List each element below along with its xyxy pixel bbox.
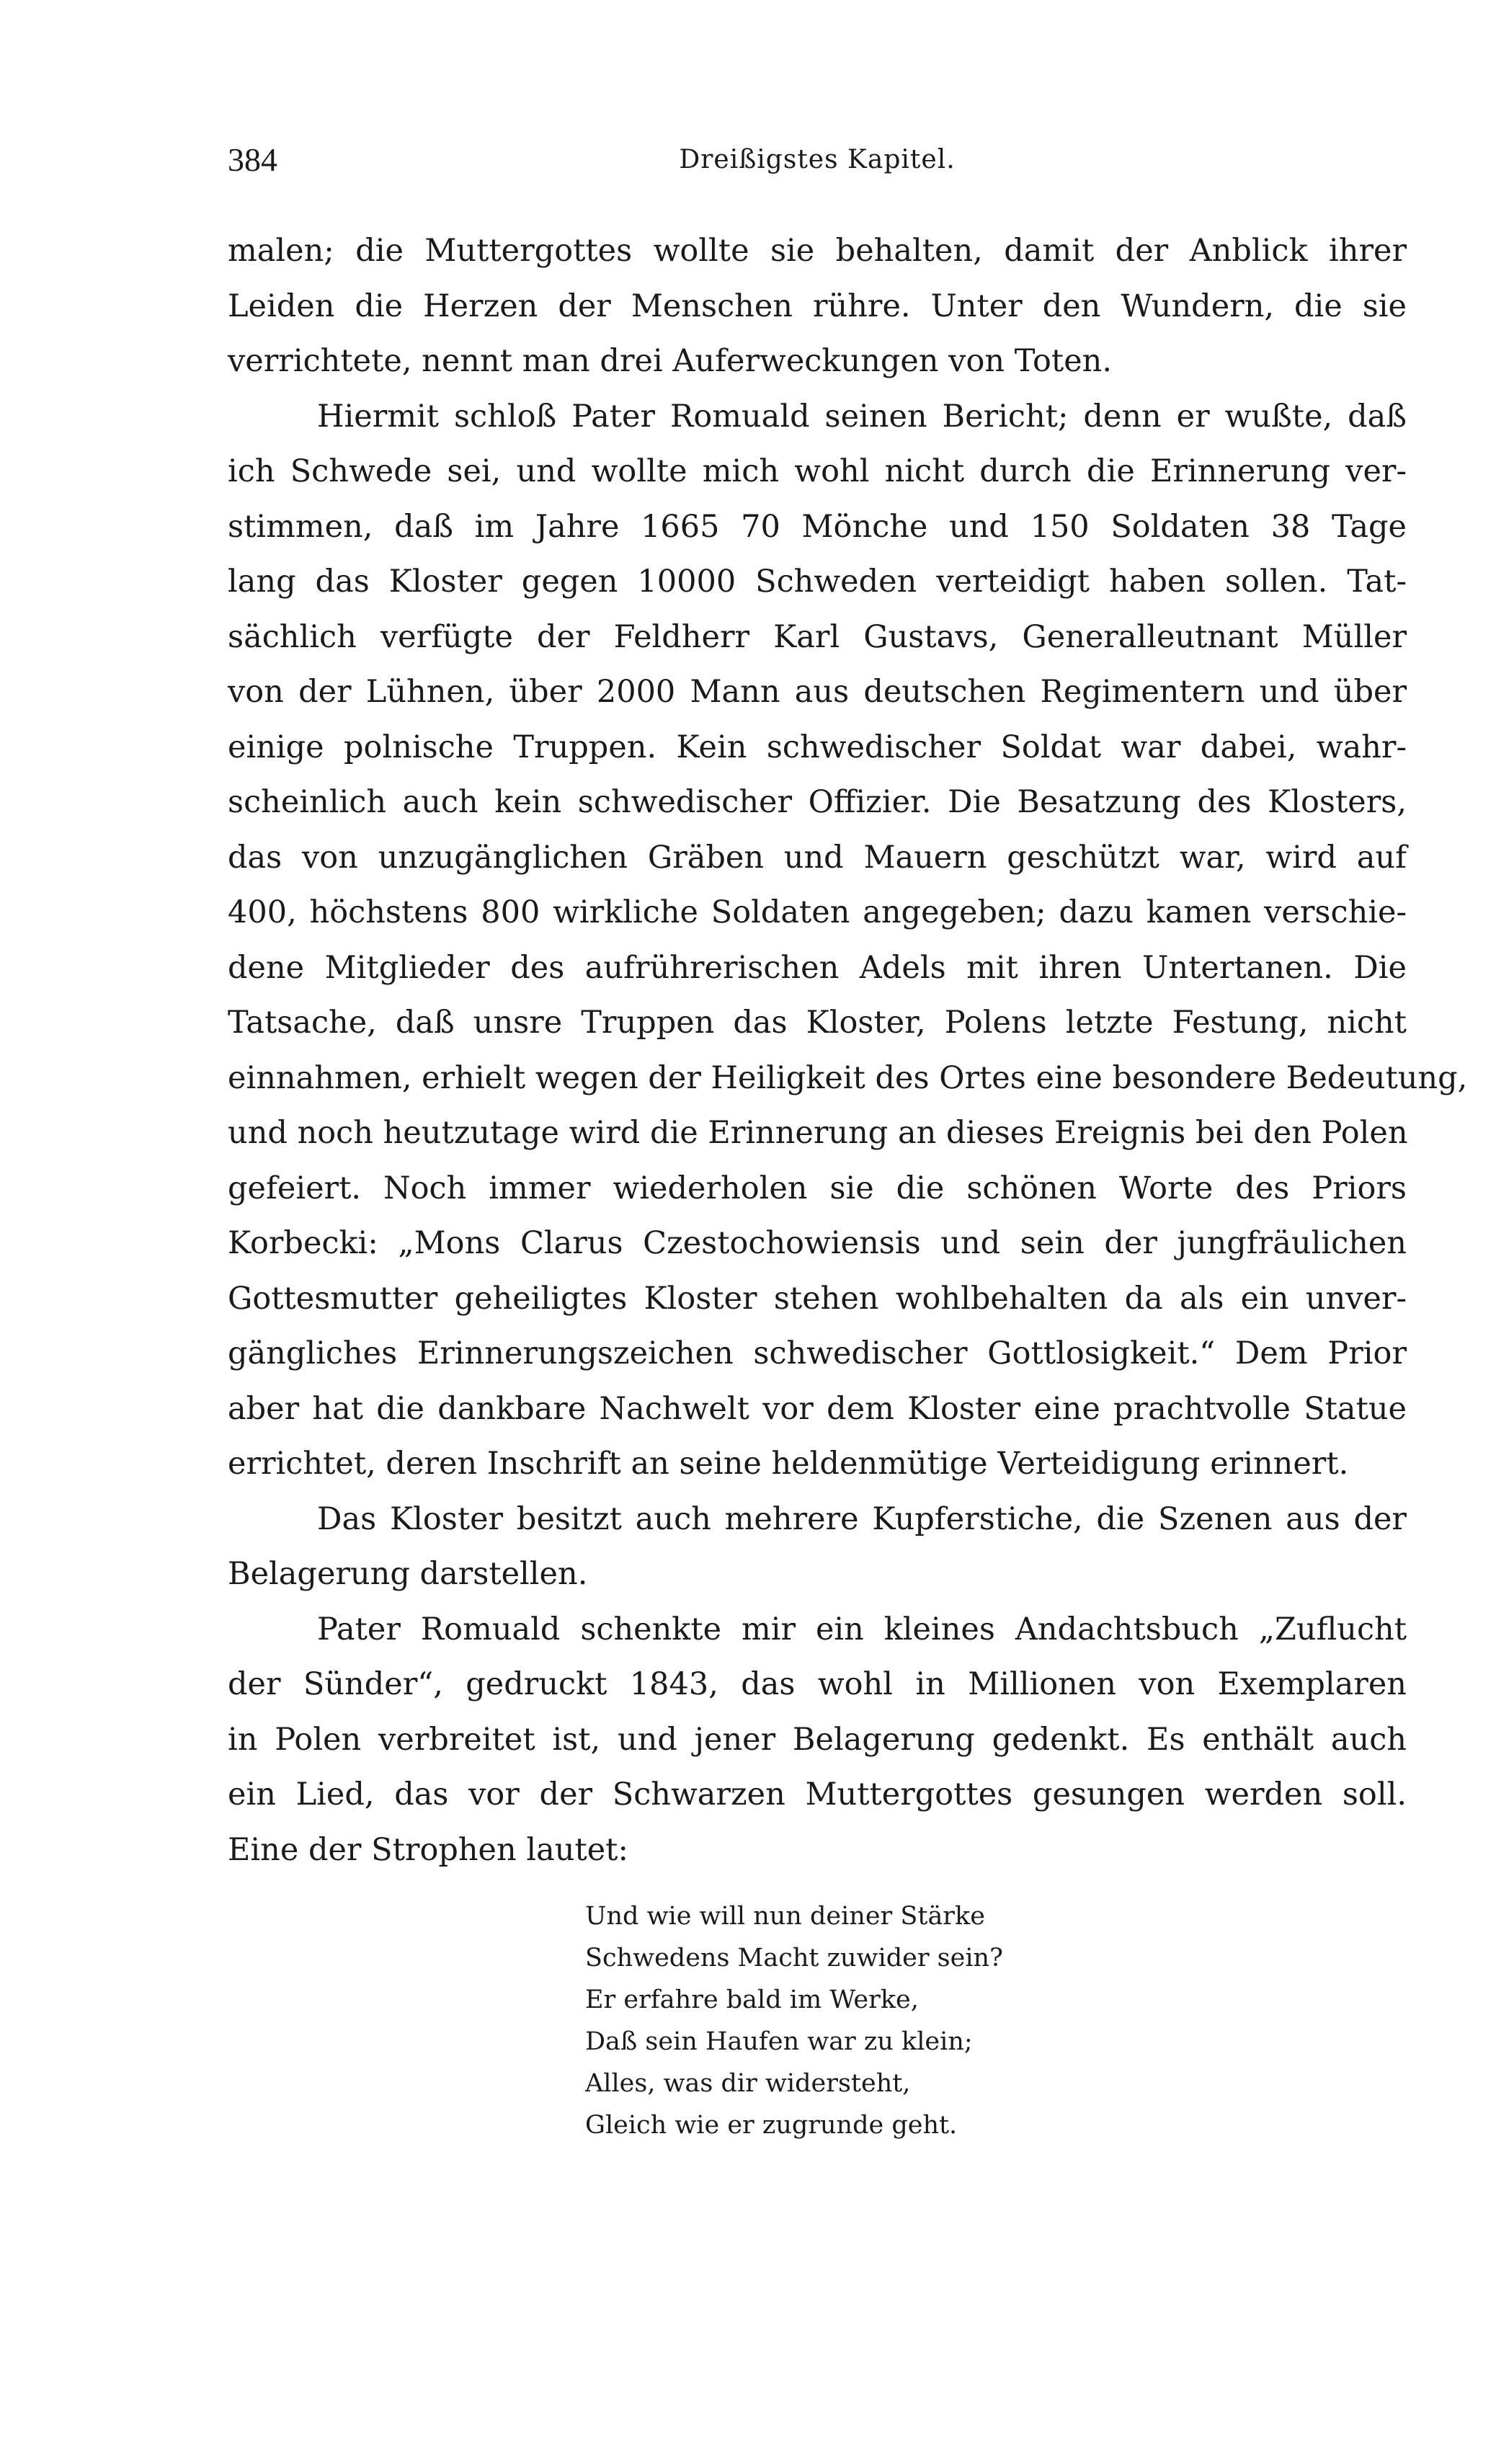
verse-line: Daß sein Haufen war zu klein; — [585, 2027, 973, 2056]
text-line: stimmen, daß im Jahre 1665 70 Mönche und 150 Soldaten 38 Tage — [228, 508, 1407, 545]
text-line: aber hat die dankbare Nachwelt vor dem Kloster eine prachtvolle Statue — [228, 1390, 1407, 1427]
verse-line: Schwedens Macht zuwider sein? — [585, 1944, 1003, 1972]
text-line: verrichtete, nennt man drei Auferweckungen von Toten. — [228, 343, 1113, 379]
text-line: gängliches Erinnerungszeichen schwedischer Gottlosigkeit.“ Dem Prior — [228, 1335, 1407, 1371]
running-head: Dreißigstes Kapitel. — [679, 145, 956, 174]
text-line: ich Schwede sei, und wollte mich wohl nicht durch die Erinnerung ver- — [228, 453, 1407, 489]
verse-stanza — [585, 1895, 1003, 2146]
body-text — [228, 223, 1468, 1877]
text-line: Gottesmutter geheiligtes Kloster stehen wohlbehalten da als ein unver- — [228, 1280, 1407, 1317]
text-line: Belagerung darstellen. — [228, 1556, 588, 1592]
text-line: in Polen verbreitet ist, und jener Belagerung gedenkt. Es enthält auch — [228, 1721, 1407, 1758]
text-line: von der Lühnen, über 2000 Mann aus deutschen Regimentern und über — [228, 674, 1407, 710]
paragraph-2 — [228, 389, 1468, 1492]
paragraph-3 — [228, 1492, 1407, 1602]
text-line: scheinlich auch kein schwedischer Offizier. Die Besatzung des Klosters, — [228, 784, 1407, 820]
verse-line: Alles, was dir widersteht, — [585, 2069, 911, 2098]
text-line: das von unzugänglichen Gräben und Mauern geschützt war, wird auf — [228, 839, 1407, 876]
text-line: einige polnische Truppen. Kein schwedischer Soldat war dabei, wahr- — [228, 729, 1407, 765]
text-line: Pater Romuald schenkte mir ein kleines Andachtsbuch „Zuflucht — [317, 1611, 1407, 1647]
verse-line: Und wie will nun deiner Stärke — [585, 1902, 985, 1931]
text-line: lang das Kloster gegen 10000 Schweden verteidigt haben sollen. Tat- — [228, 564, 1407, 600]
text-line: 400, höchstens 800 wirkliche Soldaten angegeben; dazu kamen verschie- — [228, 894, 1407, 930]
text-line: ein Lied, das vor der Schwarzen Muttergottes gesungen werden soll. — [228, 1776, 1407, 1813]
text-line: Leiden die Herzen der Menschen rühre. Unter den Wundern, die sie — [228, 288, 1407, 324]
text-line: der Sünder“, gedruckt 1843, das wohl in Millionen von Exemplaren — [228, 1666, 1407, 1702]
verse-line: Er erfahre bald im Werke, — [585, 1985, 919, 2014]
text-line: Eine der Strophen lautet: — [228, 1831, 628, 1868]
verse-line: Gleich wie er zugrunde geht. — [585, 2111, 958, 2140]
text-line: sächlich verfügte der Feldherr Karl Gustavs, Generalleutnant Müller — [228, 618, 1407, 655]
page-number: 384 — [228, 141, 277, 178]
text-line: gefeiert. Noch immer wiederholen sie die schönen Worte des Priors — [228, 1170, 1407, 1206]
paragraph-1 — [228, 223, 1407, 389]
text-line: Hiermit schloß Pater Romuald seinen Bericht; denn er wußte, daß — [317, 398, 1407, 435]
text-line: errichtet, deren Inschrift an seine heldenmütige Verteidigung erinnert. — [228, 1446, 1349, 1482]
text-line: malen; die Muttergottes wollte sie behalten, damit der Anblick ihrer — [228, 233, 1407, 269]
text-line: einnahmen, erhielt wegen der Heiligkeit des Ortes eine besondere Bedeutung, — [228, 1059, 1468, 1096]
page-header — [228, 138, 1407, 182]
text-line: dene Mitglieder des aufrührerischen Adels mit ihren Untertanen. Die — [228, 949, 1407, 986]
text-line: Tatsache, daß unsre Truppen das Kloster, Polens letzte Festung, nicht — [228, 1005, 1407, 1041]
text-line: Das Kloster besitzt auch mehrere Kupferstiche, die Szenen aus der — [317, 1500, 1407, 1537]
text-line: und noch heutzutage wird die Erinnerung an dieses Ereignis bei den Polen — [228, 1115, 1408, 1151]
text-line: Korbecki: „Mons Clarus Czestochowiensis und sein der jungfräulichen — [228, 1225, 1407, 1261]
paragraph-4 — [228, 1602, 1407, 1878]
